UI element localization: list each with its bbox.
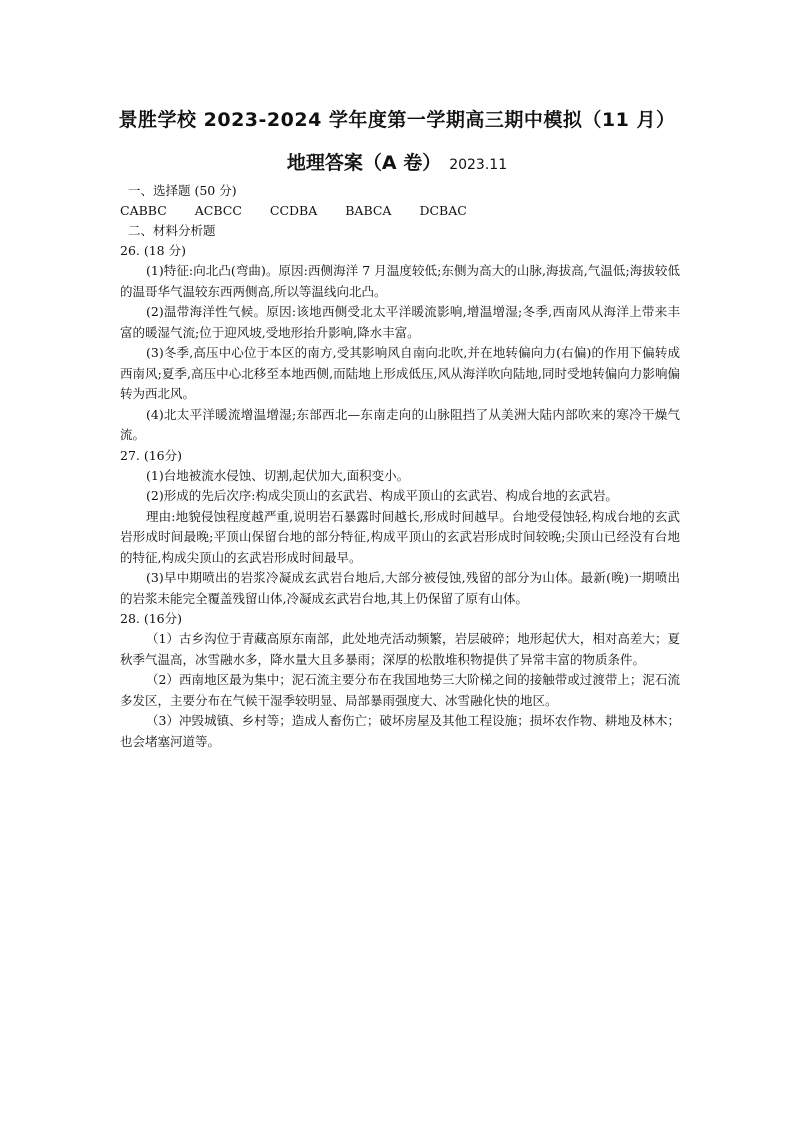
- answer-key-title: 地理答案（A 卷）: [286, 152, 442, 174]
- q26-answer-4: (4)北太平洋暖流增温增湿;东部西北—东南走向的山脉阻挡了从美洲大陆内部吹来的寒冷干燥气流。: [120, 406, 680, 442]
- q28-answer-1: （1）古乡沟位于青藏高原东南部，此处地壳活动频繁，岩层破碎；地形起伏大，相对高差大；夏秋季气温高，冰雪融水多，降水量大且多暴雨；深厚的松散堆积物提供了异常丰富的物质条件。: [120, 631, 680, 667]
- q27-answer-3: (3)早中期喷出的岩浆冷凝成玄武岩台地后,大部分被侵蚀,残留的部分为山体。最新(晚)一期喷出的岩浆未能完全覆盖残留山体,冷凝成玄武岩台地,其上仍保留了原有山体。: [120, 570, 680, 606]
- question-28-label: 28. (16分): [120, 611, 183, 626]
- question-26-label: 26. (18 分): [120, 243, 186, 258]
- answer-group-3: CCDBA: [269, 203, 318, 218]
- answer-group-5: DCBAC: [419, 203, 467, 218]
- question-27-label: 27. (16分): [120, 447, 183, 463]
- document-title: 景胜学校 2023-2024 学年度第一学期高三期中模拟（11 月）: [118, 109, 676, 131]
- q28-answer-3: （3）冲毁城镇、乡村等；造成人畜伤亡；破坏房屋及其他工程设施；损坏农作物、耕地及林木；也会堵塞河道等。: [120, 713, 680, 749]
- q26-answer-2: (2)温带海洋性气候。原因:该地西侧受北太平洋暖流影响,增温增湿;冬季,西南风从海洋上带来丰富的暖湿气流;位于迎风坡,受地形抬升影响,降水丰富。: [120, 304, 680, 340]
- q26-answer-1: (1)特征:向北凸(弯曲)。原因:西侧海洋 7 月温度较低;东侧为高大的山脉,海拔高,气温低;海拔较低的温哥华气温较东西两侧高,所以等温线向北凸。: [120, 263, 680, 299]
- document-date: 2023.11: [449, 157, 508, 173]
- q26-answer-3: (3)冬季,高压中心位于本区的南方,受其影响风自南向北吹,并在地转偏向力(右偏)的作用下偏转成西南风;夏季,高压中心北移至本地西侧,而陆地上形成低压,风从海洋吹向陆地,同时受地转偏向力影响偏转为西北风。: [120, 345, 680, 401]
- choice-section-heading: 一、选择题 (50 分): [128, 183, 237, 198]
- q27-answer-2: (2)形成的先后次序:构成尖顶山的玄武岩、构成平顶山的玄武岩、构成台地的玄武岩。: [146, 488, 618, 503]
- answer-group-1: CABBC: [120, 203, 167, 218]
- analysis-section-heading: 二、材料分析题: [128, 223, 216, 238]
- choice-answers: [120, 201, 680, 221]
- q28-answer-2: （2）西南地区最为集中；泥石流主要分布在我国地势三大阶梯之间的接触带或过渡带上；泥石流多发区，主要分布在气候干湿季较明显、局部暴雨强度大、冰雪融化快的地区。: [120, 672, 680, 708]
- q27-answer-2-reason: 理由:地貌侵蚀程度越严重,说明岩石暴露时间越长,形成时间越早。台地受侵蚀轻,构成台地的玄武岩形成时间最晚;平顶山保留台地的部分特征,构成平顶山的玄武岩形成时间较晚;尖顶山已经没有台地的特征,构成尖顶山的玄武岩形成时间最早。: [120, 508, 680, 565]
- q27-answer-1: (1)台地被流水侵蚀、切割,起伏加大,面积变小。: [146, 467, 410, 483]
- answer-group-2: ACBCC: [194, 203, 242, 218]
- document-subtitle: [0, 148, 794, 175]
- answer-body: [120, 181, 680, 752]
- answer-group-4: BABCA: [345, 203, 392, 218]
